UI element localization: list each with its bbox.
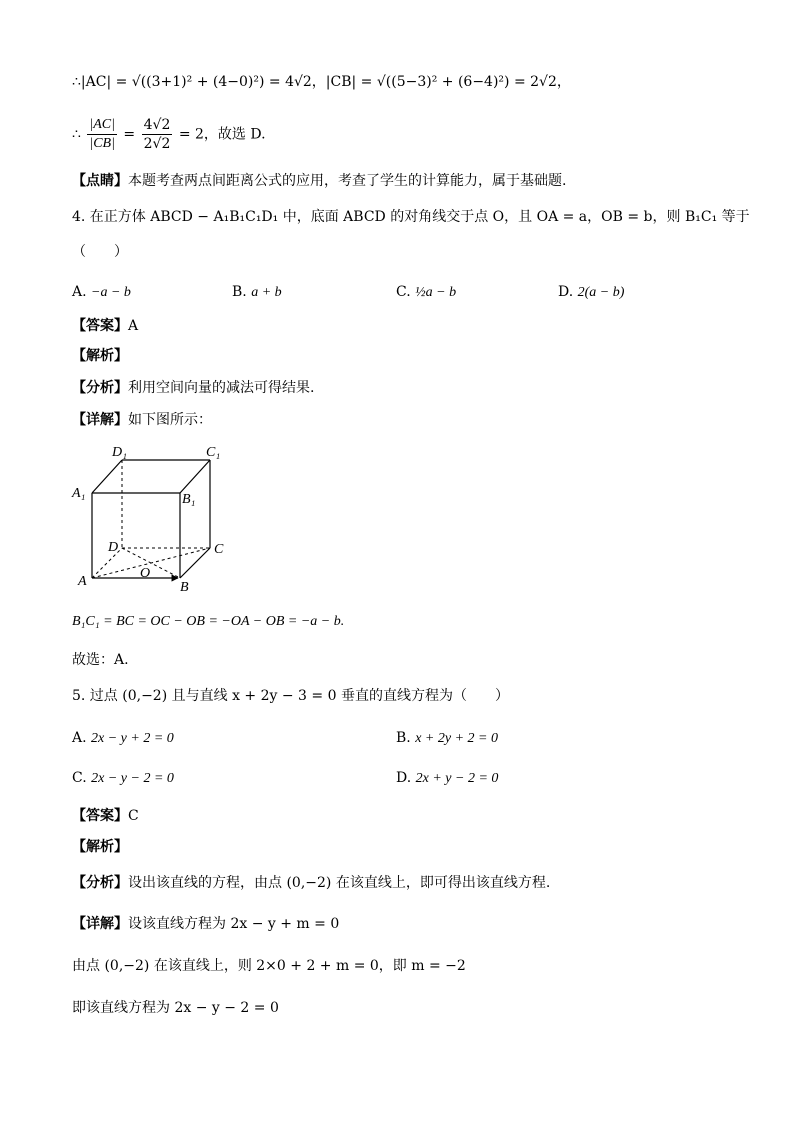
q4-detail: [72, 410, 212, 430]
option-label: B.: [232, 284, 247, 300]
fenxi-tag: 【分析】: [72, 875, 128, 891]
analysis-tag: 【解析】: [72, 348, 128, 364]
ratio-fraction: [87, 116, 117, 153]
q4-option-b: [232, 282, 282, 303]
q4-stem-line1: [72, 207, 750, 227]
q3-comment: [72, 171, 566, 191]
comment-text: 本题考查两点间距离公式的应用，考查了学生的计算能力，属于基础题.: [128, 173, 567, 189]
q3-distance-text: ∴|AC| = √((3+1)² + (4−0)²) = 4√2，|CB| = √((5−3)² + (6−4)²) = 2√2，: [72, 74, 571, 90]
q4-blank-parens: （ ）: [72, 244, 128, 260]
q5-option-a: [72, 728, 174, 749]
q4-analysis: [72, 346, 128, 366]
label-a: A: [78, 574, 87, 589]
option-text: a + b: [251, 285, 282, 300]
edge-b1-c1: [180, 460, 210, 493]
q4-stem-line2: [72, 242, 128, 262]
answer-tag: 【答案】: [72, 318, 128, 334]
q4-option-c: [396, 282, 456, 303]
q5-step3: [72, 998, 279, 1018]
q4-fenxi: [72, 378, 314, 398]
step2-text: 由点 (0,−2) 在该直线上，则 2×0 + 2 + m = 0，即 m = −2: [72, 958, 466, 974]
q5-step2: [72, 956, 466, 976]
label-a1: A₁: [72, 486, 86, 501]
label-b1: B₁: [182, 492, 196, 507]
q5-option-d: [396, 768, 498, 789]
answer-tag: 【答案】: [72, 808, 128, 824]
option-text: x + 2y + 2 = 0: [415, 731, 498, 746]
value-denominator: 2√2: [143, 136, 171, 152]
q5-stem-text: 5. 过点 (0,−2) 且与直线 x + 2y − 3 = 0 垂直的直线方程为（ ）: [72, 688, 509, 704]
q4-stem-text: 4. 在正方体 ABCD − A₁B₁C₁D₁ 中，底面 ABCD 的对角线交于点 O，且 OA = a，OB = b，则 B₁C₁ 等于: [72, 209, 750, 225]
detail-text: 如下图所示：: [128, 412, 212, 428]
edge-a1-d1: [92, 460, 122, 493]
q4-conclusion: [72, 650, 129, 670]
q3-ratio-line: ∴ $\frac{|AC|}{|CB|}$ = $\frac{4√2}{2√2}$ = 2，故选 D.: [72, 117, 266, 152]
option-text: 2(a − b): [577, 285, 625, 300]
q5-stem: [72, 686, 509, 706]
option-text: ½a − b: [415, 285, 457, 300]
label-c: C: [214, 542, 224, 557]
fenxi-text: 设出该直线的方程，由点 (0,−2) 在该直线上，即可得出该直线方程.: [128, 875, 551, 891]
answer-value: A: [128, 318, 139, 334]
label-d: D: [108, 540, 119, 555]
option-text: −a − b: [91, 285, 131, 300]
detail-tag: 【详解】: [72, 412, 128, 428]
fenxi-text: 利用空间向量的减法可得结果.: [128, 380, 315, 396]
q5-answer: [72, 806, 139, 826]
option-label: C.: [72, 770, 87, 786]
option-label: C.: [396, 284, 411, 300]
vector-eq-text: B₁C₁ = BC = OC − OB = −OA − OB = −a − b.: [72, 614, 345, 629]
label-b: B: [180, 580, 189, 592]
value-numerator: 4√2: [143, 117, 171, 133]
option-label: D.: [396, 770, 412, 786]
conclusion-text: 故选：A.: [72, 652, 129, 668]
q5-analysis: [72, 837, 128, 857]
option-label: A.: [72, 284, 87, 300]
analysis-tag: 【解析】: [72, 839, 128, 855]
ratio-result: = 2，故选 D.: [178, 126, 266, 143]
ratio-denominator: |CB|: [89, 136, 115, 151]
ratio-numerator: |AC|: [87, 116, 117, 135]
step3-text: 即该直线方程为 2x − y − 2 = 0: [72, 1000, 279, 1016]
fenxi-tag: 【分析】: [72, 380, 128, 396]
detail-tag: 【详解】: [72, 916, 128, 932]
edge-b-c: [180, 548, 210, 578]
q4-option-d: [558, 282, 624, 303]
q5-detail: [72, 914, 339, 934]
option-text: 2x + y − 2 = 0: [415, 771, 499, 786]
q5-option-c: [72, 768, 174, 789]
comment-tag: 【点睛】: [72, 173, 128, 189]
value-fraction: [142, 116, 173, 153]
option-label: B.: [396, 730, 411, 746]
label-d1: D₁: [112, 445, 127, 460]
therefore-symbol: ∴: [72, 126, 81, 143]
q5-fenxi: [72, 873, 550, 893]
answer-value: C: [128, 808, 139, 824]
option-label: D.: [558, 284, 574, 300]
diag-d-b: [122, 548, 180, 578]
q5-option-b: [396, 728, 498, 749]
label-c1: C₁: [206, 445, 221, 460]
q4-option-a: [72, 282, 131, 303]
q3-distance-line: [72, 72, 571, 92]
q4-vector-equation: [72, 612, 344, 632]
option-text: 2x − y − 2 = 0: [91, 771, 174, 786]
option-text: 2x − y + 2 = 0: [91, 731, 174, 746]
cube-figure: [70, 442, 240, 592]
detail-text: 设该直线方程为 2x − y + m = 0: [128, 916, 340, 932]
q4-answer: [72, 316, 138, 336]
option-label: A.: [72, 730, 87, 746]
label-o: O: [140, 566, 151, 581]
